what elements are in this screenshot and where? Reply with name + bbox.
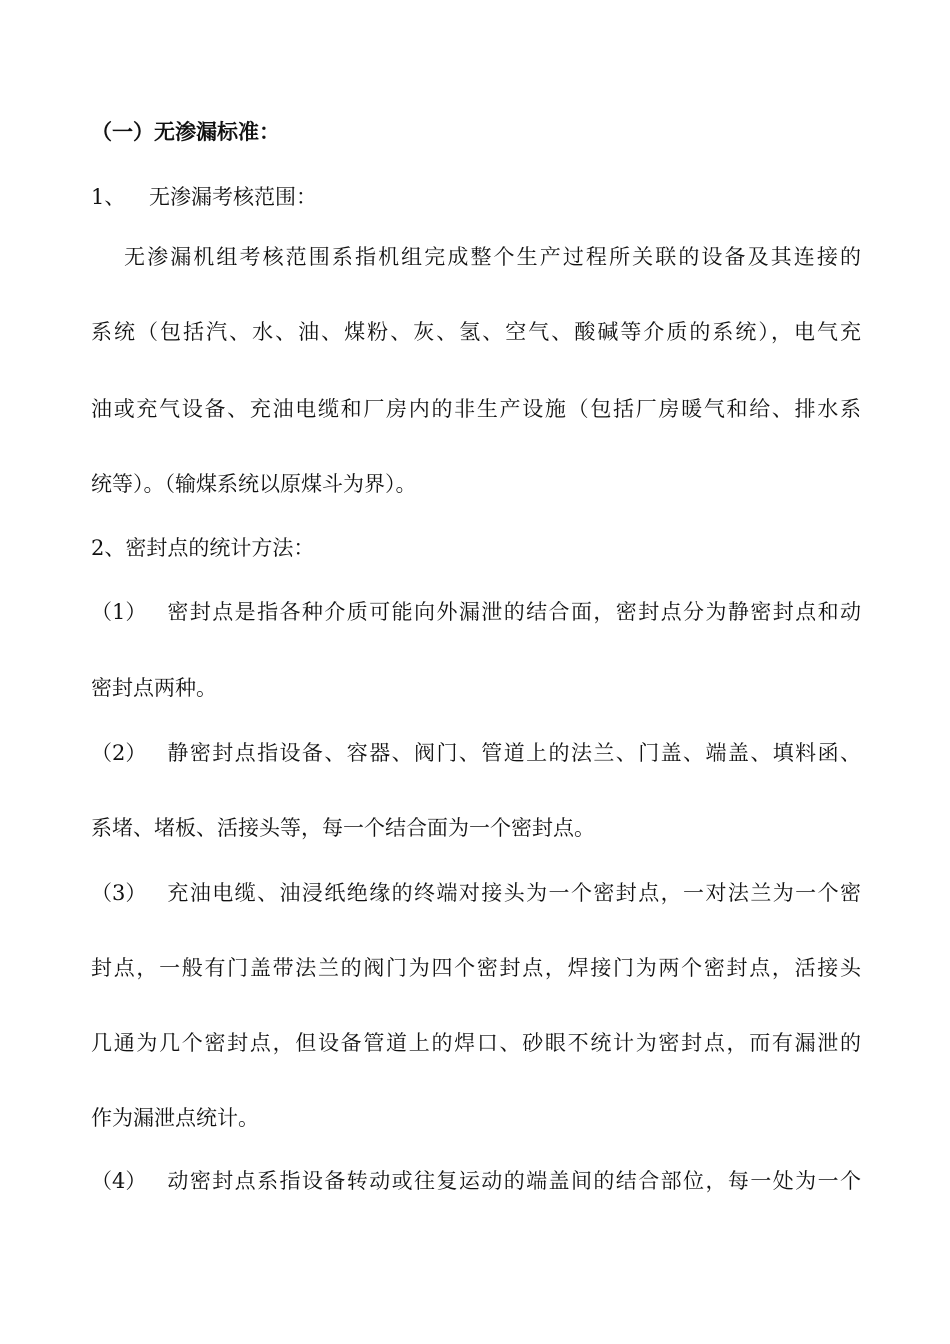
- list-item-text: 动密封点系指设备转动或往复运动的端盖间的结合部位，每一处为一个: [166, 1169, 861, 1193]
- list-item-number: （2）: [91, 741, 147, 765]
- list-item-text: 密封点是指各种介质可能向外漏泄的结合面，密封点分为静密封点和动: [166, 600, 861, 624]
- list-item-first-line: [91, 738, 861, 768]
- list-item-continuation: 几通为几个密封点，但设备管道上的焊口、砂眼不统计为密封点，而有漏泄的: [91, 1031, 861, 1055]
- list-item-continuation: 密封点两种。: [91, 676, 217, 700]
- section1-paragraph-line: 统等）。（输煤系统以原煤斗为界）。: [91, 472, 417, 496]
- list-item-continuation: 作为漏泄点统计。: [91, 1106, 259, 1130]
- section1-title-line: [91, 182, 861, 212]
- list-item-first-line: [91, 878, 861, 908]
- list-item-number: （3）: [91, 881, 147, 905]
- list-item-number: （4）: [91, 1169, 147, 1193]
- list-item-first-line: [91, 597, 861, 627]
- section2-title: 2、密封点的统计方法：: [91, 536, 315, 560]
- section1-paragraph-line: 无渗漏机组考核范围系指机组完成整个生产过程所关联的设备及其连接的: [124, 245, 861, 269]
- list-item-text: 静密封点指设备、容器、阀门、管道上的法兰、门盖、端盖、填料函、: [166, 741, 861, 765]
- list-item-first-line: [91, 1166, 861, 1196]
- list-item-continuation: 系堵、堵板、活接头等，每一个结合面为一个密封点。: [91, 816, 595, 840]
- section1-number: 1、: [91, 185, 126, 209]
- section1-paragraph-line: 油或充气设备、充油电缆和厂房内的非生产设施（包括厂房暖气和给、排水系: [91, 397, 861, 421]
- section-heading: （一）无渗漏标准：: [91, 120, 280, 144]
- list-item-text: 充油电缆、油浸纸绝缘的终端对接头为一个密封点，一对法兰为一个密: [166, 881, 861, 905]
- list-item-number: （1）: [91, 600, 147, 624]
- section1-title: 无渗漏考核范围：: [149, 185, 317, 209]
- section1-paragraph-line: 系统（包括汽、水、油、煤粉、灰、氢、空气、酸碱等介质的系统），电气充: [91, 320, 861, 344]
- list-item-continuation: 封点，一般有门盖带法兰的阀门为四个密封点，焊接门为两个密封点，活接头: [91, 956, 861, 980]
